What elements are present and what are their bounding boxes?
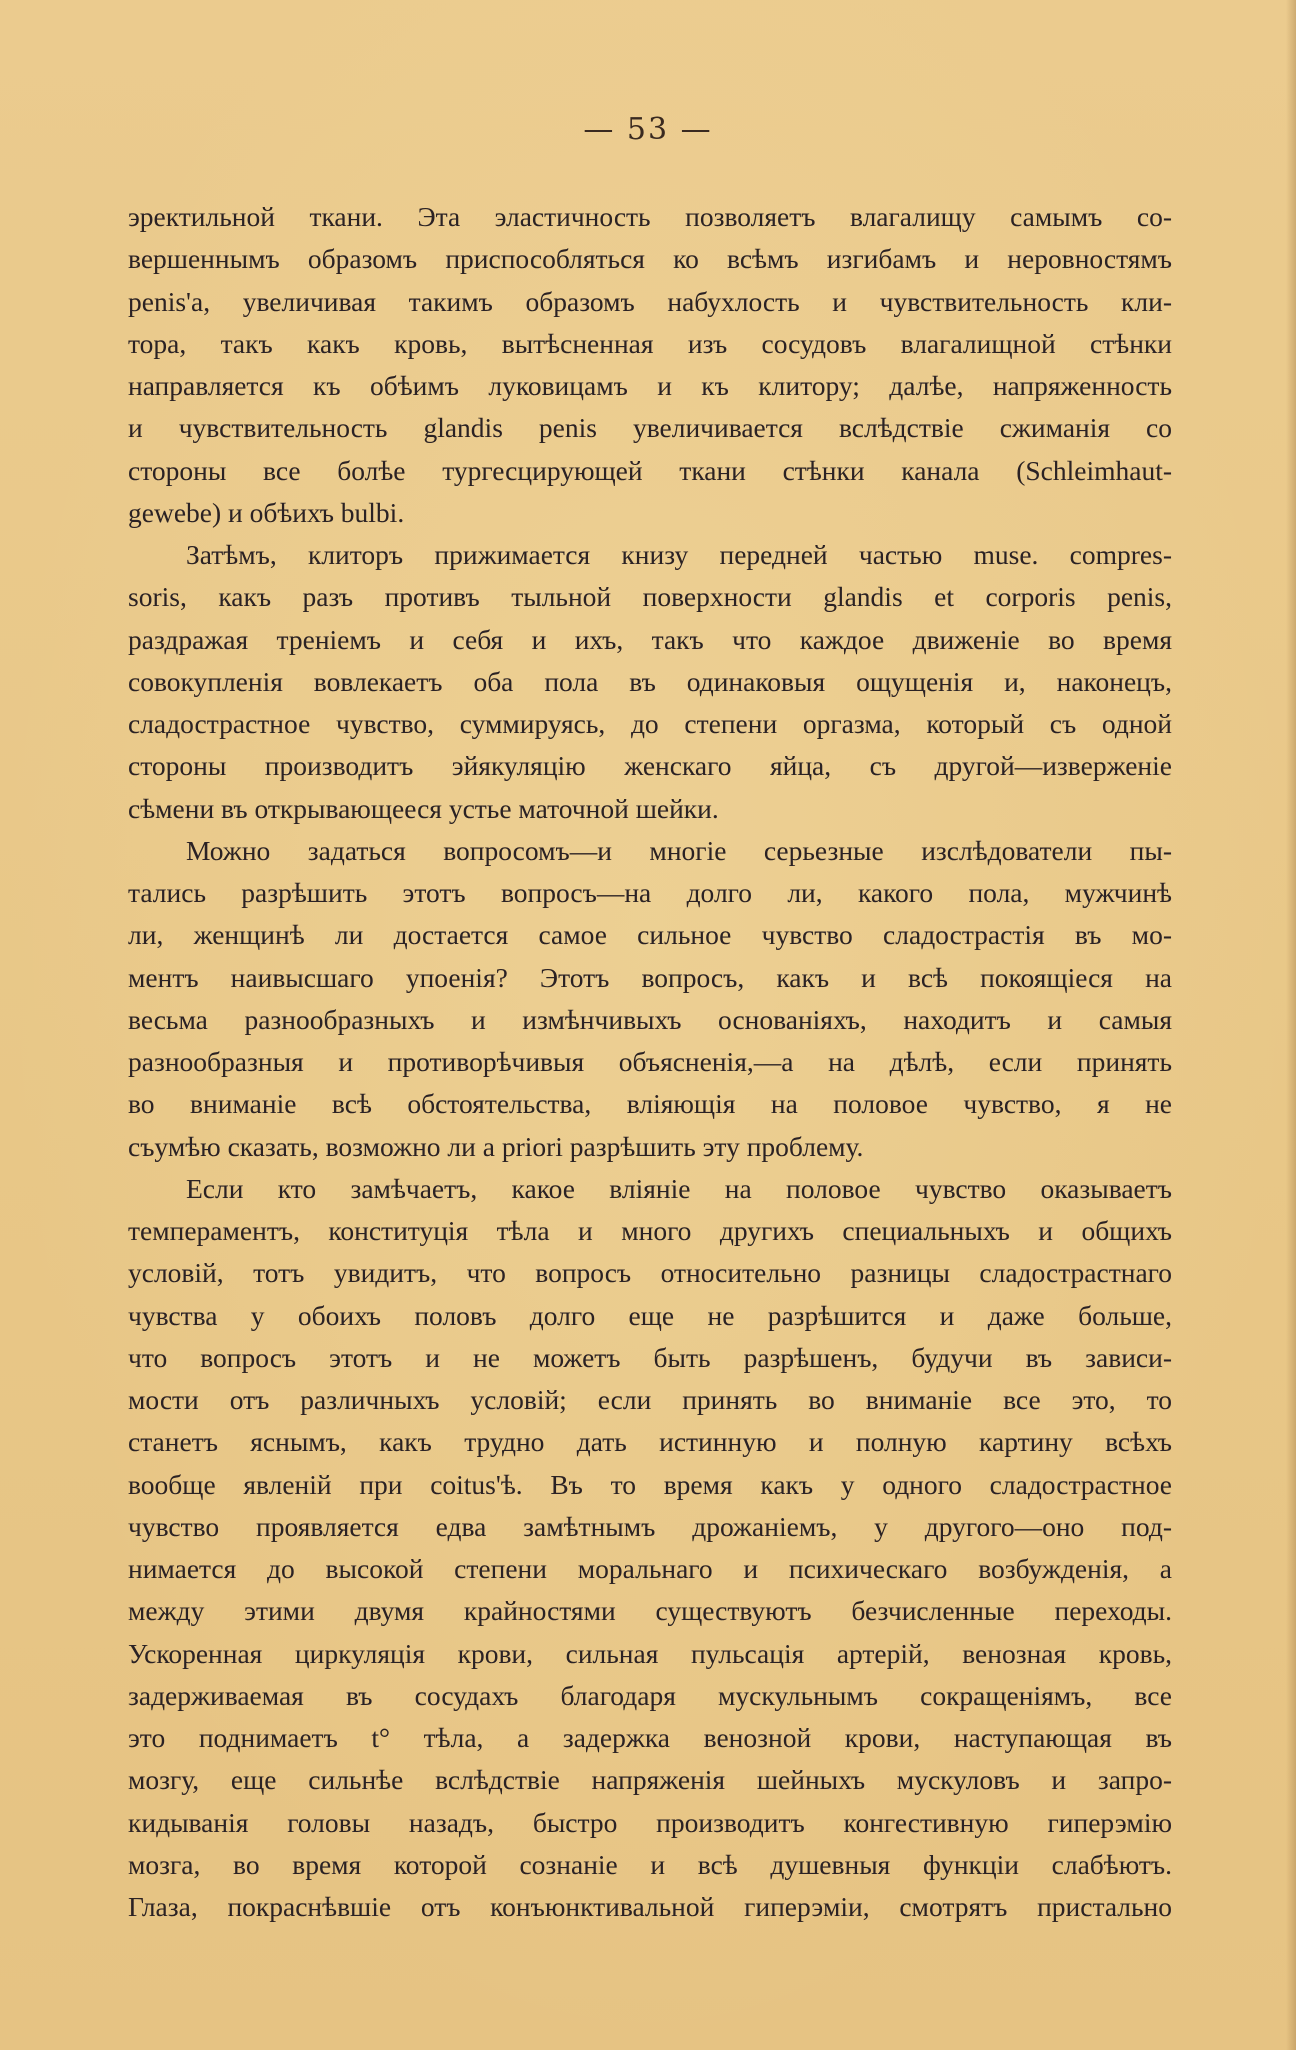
text-line: условій, тотъ увидитъ, что вопросъ относительно разницы сладострастнаго xyxy=(128,1257,1172,1289)
text-line: весьма разнообразныхъ и измѣнчивыхъ основаніяхъ, находитъ и самыя xyxy=(128,1003,1172,1035)
text-line: мости отъ различныхъ условій; если принять во вниманіе все это, то xyxy=(128,1384,1172,1415)
text-line: стороны все болѣе тургесцирующей ткани стѣнки канала (Schleimhaut- xyxy=(128,454,1172,486)
text-line: стороны производитъ эйякуляцію женскаго яйца, съ другой—изверженіе xyxy=(128,750,1172,782)
text-line: что вопросъ этотъ и не можетъ быть разрѣшенъ, будучи въ зависи- xyxy=(128,1341,1172,1373)
body-text xyxy=(128,196,1172,1928)
text-line: и чувствительность glandis penis увеличивается вслѣдствіе сжиманія со xyxy=(128,412,1172,444)
text-line: чувство проявляется едва замѣтнымъ дрожаніемъ, у другого—оно под- xyxy=(128,1510,1172,1542)
text-line: Ускоренная циркуляція крови, сильная пульсація артерій, венозная кровь, xyxy=(128,1637,1172,1669)
text-line: чувства у обоихъ половъ долго еще не разрѣшится и даже больше, xyxy=(128,1299,1172,1331)
text-line: между этими двумя крайностями существуютъ безчисленные переходы. xyxy=(128,1595,1172,1627)
text-line: мозга, во время которой сознаніе и всѣ душевныя функціи слабѣютъ. xyxy=(128,1848,1172,1880)
text-line: вершеннымъ образомъ приспособляться ко всѣмъ изгибамъ и неровностямъ xyxy=(128,243,1172,275)
text-line: направляется къ обѣимъ луковицамъ и къ клитору; далѣе, напряженность xyxy=(128,370,1172,401)
text-line: во вниманіе всѣ обстоятельства, вліяющія на половое чувство, я не xyxy=(128,1088,1172,1120)
text-line: gewebe) и обѣихъ bulbi. xyxy=(128,496,405,528)
text-line: совокупленія вовлекаетъ оба пола въ одинаковыя ощущенія и, наконецъ, xyxy=(128,665,1172,697)
text-line: вообще явленій при coitus'ѣ. Въ то время какъ у одного сладострастное xyxy=(128,1468,1172,1500)
text-line: тора, такъ какъ кровь, вытѣсненная изъ сосудовъ влагалищной стѣнки xyxy=(128,327,1172,359)
text-line: сладострастное чувство, суммируясь, до степени оргазма, который съ одной xyxy=(128,708,1172,739)
text-line: сѣмени въ открывающееся устье маточной шейки. xyxy=(128,792,719,824)
text-line: мозгу, еще сильнѣе вслѣдствіе напряженія шейныхъ мускуловъ и запро- xyxy=(128,1764,1172,1796)
text-line: Если кто замѣчаетъ, какое вліяніе на половое чувство оказываетъ xyxy=(186,1172,1172,1204)
text-line: Затѣмъ, клиторъ прижимается книзу передней частью muse. compres- xyxy=(186,539,1172,570)
text-line: задерживаемая въ сосудахъ благодаря мускульнымъ сокращеніямъ, все xyxy=(128,1679,1172,1711)
text-line: темпераментъ, конституція тѣла и много другихъ специальныхъ и общихъ xyxy=(128,1215,1172,1246)
text-line: penis'а, увеличивая такимъ образомъ набухлость и чувствительность кли- xyxy=(128,285,1172,317)
text-line: это поднимаетъ t° тѣла, а задержка венозной крови, наступающая въ xyxy=(128,1722,1172,1753)
text-line: разнообразныя и противорѣчивыя объясненія,—а на дѣлѣ, если принять xyxy=(128,1046,1172,1077)
text-line: нимается до высокой степени моральнаго и психическаго возбужденія, а xyxy=(128,1553,1172,1584)
text-line: тались разрѣшить этотъ вопросъ—на долго ли, какого пола, мужчинѣ xyxy=(128,877,1172,908)
text-line: эректильной ткани. Эта эластичность позволяетъ влагалищу самымъ со- xyxy=(128,201,1172,232)
text-line: кидыванія головы назадъ, быстро производитъ конгестивную гиперэмію xyxy=(128,1806,1172,1838)
page-edge-shadow xyxy=(1286,0,1296,2050)
text-line: раздражая треніемъ и себя и ихъ, такъ что каждое движеніе во время xyxy=(128,623,1172,655)
text-line: ментъ наивысшаго упоенія? Этотъ вопросъ, какъ и всѣ покоящіеся на xyxy=(128,961,1172,993)
page-number: — 53 — xyxy=(583,112,713,147)
text-line: ли, женщинѣ ли достается самое сильное чувство сладострастія въ мо- xyxy=(128,919,1172,951)
text-line: станетъ яснымъ, какъ трудно дать истинную и полную картину всѣхъ xyxy=(128,1426,1172,1458)
text-line: Можно задаться вопросомъ—и многіе серьезные изслѣдователи пы- xyxy=(186,834,1172,866)
text-line: съумѣю сказать, возможно ли a priori разрѣшить эту проблему. xyxy=(128,1130,864,1162)
text-line: Глаза, покраснѣвшіе отъ конъюнктивальной гиперэміи, смотрятъ пристально xyxy=(128,1891,1172,1922)
text-line: soris, какъ разъ противъ тыльной поверхности glandis et corporis penis, xyxy=(128,581,1172,613)
